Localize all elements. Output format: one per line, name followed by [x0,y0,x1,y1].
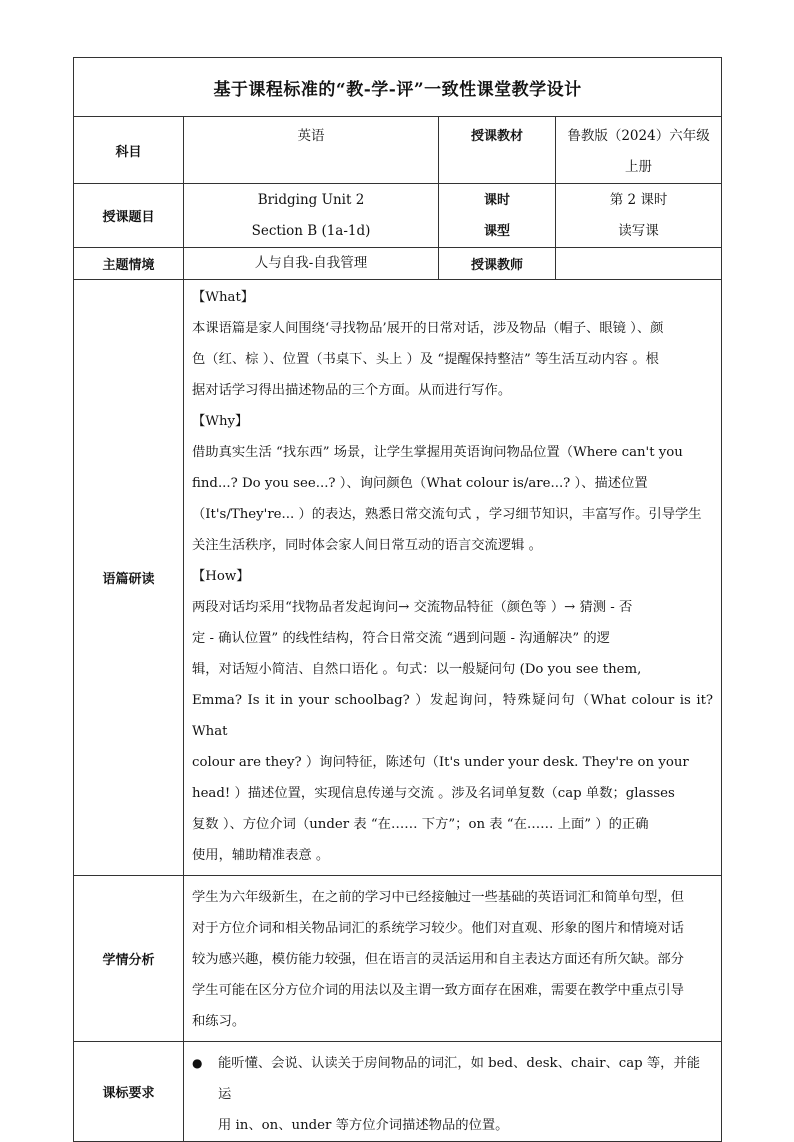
bullet-icon: ● [192,1056,203,1070]
how-line: colour are they? ）询问特征，陈述句（It's under your desk. They're on your [192,755,689,770]
text-study-content [184,280,722,876]
curriculum-bullet-item [184,1046,721,1141]
document-title: 基于课程标准的“教-学-评”一致性课堂教学设计 [74,58,722,117]
how-line: Emma? Is it in your schoolbag? ）发起询问，特殊疑问句（What colour is it? What [192,693,714,739]
teacher-label: 授课教师 [439,248,556,280]
how-line: head! ）描述位置，实现信息传递与交流 。涉及名词单复数（cap 单数；glasses [192,786,675,801]
subject-value: 英语 [184,117,439,184]
student-analysis-content [184,876,722,1042]
material-value [556,117,722,184]
analysis-line: 学生可能在区分方位介词的用法以及主谓一致方面存在困难，需要在教学中重点引导 [192,983,684,998]
why-line: find...? Do you see...? ）、询问颜色（What colour is/are...? ）、描述位置 [192,476,648,491]
material-value-line-2: 上册 [625,159,653,175]
curriculum-content [184,1042,722,1142]
type-value: 读写课 [618,222,659,239]
teacher-value [556,248,722,280]
text-study-label: 语篇研读 [74,280,184,876]
period-type-labels [439,184,556,248]
subject-label: 科目 [74,117,184,184]
material-value-line-1: 鲁教版（2024）六年级 [567,128,710,144]
why-heading: 【Why】 [192,414,249,429]
what-line: 据对话学习得出描述物品的三个方面。从而进行写作。 [192,383,512,398]
how-line: 使用，辅助精准表意 。 [192,848,330,863]
period-label: 课时 [483,192,510,208]
student-analysis-label: 学情分析 [74,876,184,1042]
material-label: 授课教材 [439,117,556,184]
how-line: 两段对话均采用“找物品者发起询问→ 交流物品特征（颜色等 ）→ 猜测 - 否 [192,600,633,615]
analysis-line: 较为感兴趣，模仿能力较强，但在语言的灵活运用和自主表达方面还有所欠缺。部分 [192,952,684,967]
what-heading: 【What】 [192,290,255,305]
analysis-line: 对于方位介词和相关物品词汇的系统学习较少。他们对直观、形象的图片和情境对话 [192,921,684,936]
type-label: 课型 [483,223,510,239]
curriculum-text [218,1048,713,1141]
period-type-values [556,184,722,248]
how-line: 定 - 确认位置” 的线性结构，符合日常交流 “遇到问题 - 沟通解决” 的逻 [192,631,610,646]
analysis-line: 和练习。 [192,1014,246,1029]
topic-label: 授课题目 [74,184,184,248]
curriculum-line: 能听懂、会说、认读关于房间物品的词汇，如 bed、desk、chair、cap 等，并能运 [218,1056,701,1102]
topic-value-line-1: Bridging Unit 2 [257,191,365,208]
theme-value: 人与自我-自我管理 [184,248,439,280]
how-heading: 【How】 [192,569,250,584]
why-line: （It's/They're... ）的表达，熟悉日常交流句式 ，学习细节知识，丰富写作。引导学生 [192,507,702,522]
how-line: 辑，对话短小简洁、自然口语化 。句式：以一般疑问句 (Do you see them, [192,662,642,677]
theme-label: 主题情境 [74,248,184,280]
period-value: 第 2 课时 [609,191,668,208]
why-line: 关注生活秩序，同时体会家人间日常互动的语言交流逻辑 。 [192,538,542,553]
curriculum-label: 课标要求 [74,1042,184,1142]
what-line: 色（红、棕 ）、位置（书桌下、头上 ）及 “提醒保持整洁” 等生活互动内容 。根 [192,352,659,367]
what-line: 本课语篇是家人间围绕‘寻找物品’展开的日常对话，涉及物品（帽子、眼镜 ）、颜 [192,321,664,336]
analysis-line: 学生为六年级新生，在之前的学习中已经接触过一些基础的英语词汇和简单句型，但 [192,890,684,905]
why-line: 借助真实生活 “找东西” 场景，让学生掌握用英语询问物品位置（Where can't you [192,445,683,460]
curriculum-line: 用 in、on、under 等方位介词描述物品的位置。 [218,1118,509,1133]
topic-value [184,184,439,248]
lesson-plan-table [73,57,722,1142]
topic-value-line-2: Section B (1a-1d) [251,222,371,239]
how-line: 复数 ）、方位介词（under 表 “在…… 下方”；on 表 “在…… 上面” ）的正确 [192,817,649,832]
